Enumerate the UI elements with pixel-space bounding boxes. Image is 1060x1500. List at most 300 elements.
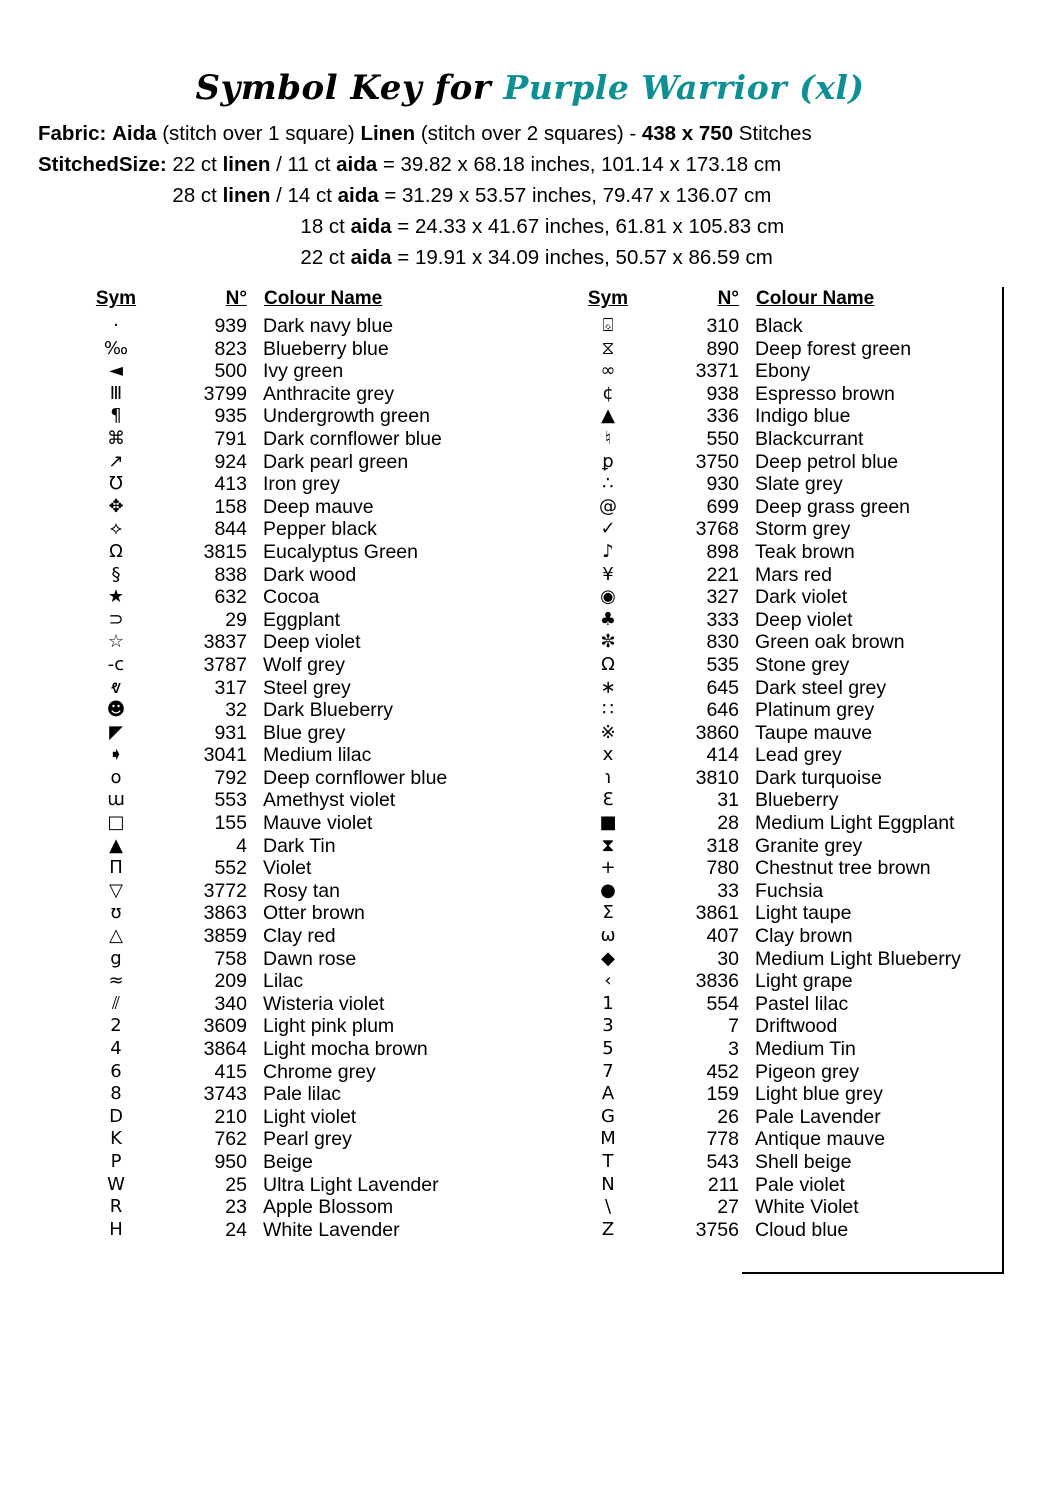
stitched-size-values [172, 149, 784, 273]
row-colour-name: Light mocha brown [263, 1038, 428, 1060]
table-row [78, 609, 550, 632]
row-colour-name: Deep cornflower blue [263, 766, 448, 789]
row-symbol: ⱴ [110, 676, 122, 698]
size-line-28ct-linen: 28 ct linen / 14 ct aida = 31.29 x 53.57 inches, 79.47 x 136.07 cm [172, 184, 772, 207]
row-symbol: T [602, 1150, 614, 1172]
row-symbol: R [109, 1196, 123, 1218]
table-row [570, 405, 1042, 428]
table-row [570, 1083, 1042, 1106]
row-symbol: 8 [110, 1083, 122, 1105]
table-row [570, 902, 1042, 925]
table-row [78, 1038, 550, 1061]
row-number: 407 [706, 925, 739, 948]
row-number: 32 [225, 699, 247, 722]
row-number: 3799 [203, 382, 247, 405]
row-colour-name: Lead grey [755, 744, 842, 767]
table-row [570, 1038, 1042, 1061]
row-colour-name: Deep grass green [755, 495, 911, 518]
row-number: 3768 [695, 518, 739, 541]
table-row [570, 699, 1042, 722]
title-design-name: Purple Warrior (xl) [503, 68, 865, 107]
table-row [570, 880, 1042, 903]
row-colour-name: Beige [263, 1150, 313, 1173]
row-number: 452 [706, 1060, 739, 1083]
table-row [570, 631, 1042, 654]
row-colour-name: Apple Blossom [263, 1196, 394, 1219]
row-symbol: Ɛ [602, 789, 614, 811]
table-row [570, 767, 1042, 790]
table-row [570, 564, 1042, 587]
row-symbol: ● [600, 879, 616, 901]
row-symbol: Ω [601, 653, 615, 675]
row-colour-name: Chrome grey [263, 1060, 376, 1083]
row-number: 3861 [695, 902, 739, 925]
row-colour-name: Wisteria violet [263, 992, 385, 1015]
row-colour-name: Driftwood [755, 1015, 838, 1038]
row-number: 221 [706, 563, 739, 586]
table-row [78, 1015, 550, 1038]
size-line-22ct-linen: 22 ct linen / 11 ct aida = 39.82 x 68.18 inches, 101.14 x 173.18 cm [172, 153, 782, 176]
row-symbol: ✓ [600, 518, 616, 540]
row-colour-name: Dark Tin [263, 834, 336, 857]
row-colour-name: Shell beige [755, 1150, 852, 1173]
row-number: 333 [706, 608, 739, 631]
row-colour-name: Lilac [263, 970, 304, 993]
row-number: 3787 [203, 653, 247, 676]
table-row [570, 857, 1042, 880]
row-symbol: Ⅲ [109, 382, 123, 404]
row-number: 930 [706, 473, 739, 496]
row-symbol: ♪ [602, 540, 614, 562]
row-symbol: @ [599, 495, 617, 517]
header-num-right: N° [717, 288, 739, 309]
table-row [78, 451, 550, 474]
row-number: 29 [225, 608, 247, 631]
table-row [570, 338, 1042, 361]
row-number: 938 [706, 382, 739, 405]
table-row [78, 360, 550, 383]
row-number: 950 [214, 1150, 247, 1173]
row-colour-name: Pale violet [755, 1173, 845, 1196]
table-row [78, 880, 550, 903]
row-symbol: 2 [110, 1015, 122, 1037]
row-symbol: W [107, 1173, 125, 1195]
row-symbol: H [109, 1218, 123, 1240]
row-colour-name: Teak brown [755, 540, 855, 563]
row-colour-name: Storm grey [755, 518, 851, 541]
row-symbol: ꝑ [602, 450, 614, 472]
table-row [570, 835, 1042, 858]
table-row [78, 970, 550, 993]
linen-note: (stitch over 2 squares) - [420, 122, 637, 145]
table-row [570, 812, 1042, 835]
row-symbol: ▽ [109, 879, 123, 901]
row-number: 4 [236, 834, 247, 857]
fabric-line [38, 118, 1020, 149]
table-row [570, 1151, 1042, 1174]
row-number: 924 [214, 450, 247, 473]
row-number: 336 [706, 405, 739, 428]
row-number: 3371 [695, 360, 739, 383]
table-row [78, 541, 550, 564]
row-symbol: G [601, 1105, 615, 1127]
row-number: 415 [214, 1060, 247, 1083]
table-row [78, 744, 550, 767]
row-number: 3864 [203, 1038, 247, 1060]
row-colour-name: Deep violet [263, 631, 361, 654]
row-number: 830 [706, 631, 739, 654]
row-symbol: ◤ [109, 721, 123, 743]
row-colour-name: Dark steel grey [755, 676, 887, 699]
row-colour-name: Undergrowth green [263, 405, 430, 428]
row-number: 318 [706, 834, 739, 857]
row-symbol: ◄ [109, 360, 123, 382]
row-number: 27 [717, 1196, 739, 1219]
row-number: 791 [214, 427, 247, 450]
row-colour-name: Cloud blue [755, 1218, 849, 1241]
row-number: 844 [214, 518, 247, 541]
table-row [78, 428, 550, 451]
row-number: 25 [225, 1173, 247, 1196]
table-row [570, 1174, 1042, 1197]
row-colour-name: Pale lilac [263, 1083, 342, 1106]
stitched-size-label: StitchedSize: [38, 153, 167, 176]
row-colour-name: Green oak brown [755, 631, 905, 654]
table-row [570, 789, 1042, 812]
table-row [570, 360, 1042, 383]
row-colour-name: Pastel lilac [755, 992, 849, 1015]
size-line-18ct-aida: 18 ct aida = 24.33 x 41.67 inches, 61.81 x 105.83 cm [300, 215, 785, 238]
row-symbol: 6 [110, 1060, 122, 1082]
row-colour-name: Iron grey [263, 473, 340, 496]
row-colour-name: Light violet [263, 1105, 357, 1128]
row-colour-name: Steel grey [263, 676, 351, 699]
row-symbol: △ [109, 925, 123, 947]
row-symbol: ↗ [108, 450, 124, 472]
table-row [78, 1061, 550, 1084]
row-symbol: 3 [602, 1015, 614, 1037]
row-symbol: D [109, 1105, 123, 1127]
row-number: 3 [728, 1038, 739, 1060]
row-symbol: P [110, 1150, 122, 1172]
row-colour-name: Violet [263, 857, 312, 880]
stitch-count: 438 x 750 [641, 122, 734, 145]
table-header-row [570, 287, 1042, 315]
row-colour-name: Wolf grey [263, 653, 345, 676]
row-number: 3743 [203, 1083, 247, 1106]
row-colour-name: Black [755, 315, 803, 337]
row-symbol: ‹ [604, 970, 612, 992]
row-symbol: ‰ [103, 337, 129, 359]
row-colour-name: Taupe mauve [755, 721, 873, 744]
row-number: 30 [717, 947, 739, 970]
table-row [78, 1151, 550, 1174]
table-row [78, 812, 550, 835]
row-number: 317 [214, 676, 247, 699]
row-colour-name: Mars red [755, 563, 832, 586]
row-symbol: ∴ [602, 473, 614, 495]
row-colour-name: Amethyst violet [263, 789, 396, 812]
fabric-info [0, 118, 1060, 273]
row-symbol: ◉ [600, 586, 616, 608]
row-symbol: N [601, 1173, 615, 1195]
row-number: 3860 [695, 721, 739, 744]
row-symbol: M [600, 1128, 616, 1150]
row-colour-name: Deep violet [755, 608, 853, 631]
row-colour-name: Light grape [755, 970, 853, 993]
row-symbol: 1 [602, 992, 614, 1014]
row-number: 838 [214, 563, 247, 586]
row-number: 939 [214, 315, 247, 337]
row-symbol: ⊃ [108, 608, 124, 630]
linen-label: Linen [360, 122, 416, 145]
row-number: 158 [214, 495, 247, 518]
row-number: 646 [706, 699, 739, 722]
row-number: 3863 [203, 902, 247, 925]
table-row [78, 1128, 550, 1151]
table-row [78, 857, 550, 880]
row-colour-name: Medium Light Eggplant [755, 812, 955, 835]
table-row [78, 586, 550, 609]
row-colour-name: Mauve violet [263, 812, 373, 835]
row-colour-name: Ivy green [263, 360, 344, 383]
row-symbol: ※ [600, 721, 616, 743]
row-symbol: ∞ [600, 360, 616, 382]
table-row [78, 925, 550, 948]
symbol-table-left [78, 287, 550, 1241]
header-num-left: N° [225, 288, 247, 309]
row-colour-name: Deep mauve [263, 495, 374, 518]
fabric-note: (stitch over 1 square) [162, 122, 355, 145]
table-row [78, 993, 550, 1016]
row-number: 935 [214, 405, 247, 428]
row-number: 632 [214, 586, 247, 609]
row-symbol: + [600, 857, 616, 879]
row-symbol: A [601, 1083, 615, 1105]
row-colour-name: Deep forest green [755, 337, 912, 360]
row-colour-name: Espresso brown [755, 382, 895, 405]
row-symbol: ♣ [599, 608, 617, 630]
row-number: 414 [706, 744, 739, 767]
table-row [570, 315, 1042, 338]
row-symbol: ✼ [600, 631, 616, 653]
table-row [78, 1106, 550, 1129]
row-symbol: x [602, 744, 614, 766]
row-colour-name: Chestnut tree brown [755, 857, 931, 880]
row-symbol: ⧗ [601, 834, 615, 856]
row-colour-name: Medium lilac [263, 744, 372, 767]
row-number: 823 [214, 337, 247, 360]
row-symbol: ▲ [601, 405, 615, 427]
table-row [570, 428, 1042, 451]
table-row [570, 1061, 1042, 1084]
row-number: 211 [707, 1173, 739, 1196]
row-number: 24 [225, 1218, 247, 1241]
row-symbol: Π [109, 857, 123, 879]
table-row [570, 518, 1042, 541]
row-number: 931 [214, 721, 247, 744]
row-symbol: ✥ [108, 495, 124, 517]
table-row [78, 405, 550, 428]
table-row [570, 1015, 1042, 1038]
row-symbol: ★ [107, 586, 125, 608]
row-number: 210 [214, 1105, 247, 1128]
table-row [570, 925, 1042, 948]
row-colour-name: White Lavender [263, 1218, 400, 1241]
row-colour-name: Dark turquoise [755, 766, 882, 789]
row-symbol: ∷ [602, 699, 614, 721]
table-row [570, 744, 1042, 767]
row-symbol: 7 [602, 1060, 614, 1082]
row-colour-name: Cocoa [263, 586, 320, 609]
table-row [78, 902, 550, 925]
table-row [78, 383, 550, 406]
row-symbol: ☻ [106, 699, 126, 721]
row-colour-name: Blue grey [263, 721, 346, 744]
row-symbol: g [110, 947, 122, 969]
row-symbol: ℩ [604, 766, 612, 788]
table-row [570, 1106, 1042, 1129]
row-colour-name: Clay brown [755, 925, 853, 948]
row-symbol: -c [107, 653, 125, 675]
row-number: 890 [706, 337, 739, 360]
row-colour-name: Eucalyptus Green [263, 540, 419, 563]
table-row [78, 677, 550, 700]
row-colour-name: Granite grey [755, 834, 863, 857]
row-symbol: ℧ [109, 473, 123, 495]
row-symbol: Ω [109, 540, 123, 562]
row-colour-name: Antique mauve [755, 1128, 886, 1151]
row-number: 310 [706, 315, 739, 337]
row-colour-name: Medium Light Blueberry [755, 947, 961, 970]
table-row [78, 1219, 550, 1242]
table-row [78, 496, 550, 519]
row-symbol: 5 [602, 1038, 614, 1059]
table-row [78, 654, 550, 677]
row-colour-name: Dawn rose [263, 947, 357, 970]
row-number: 500 [214, 360, 247, 383]
row-number: 3756 [695, 1218, 739, 1241]
row-number: 209 [214, 970, 247, 993]
row-number: 327 [706, 586, 739, 609]
row-number: 3815 [203, 540, 247, 563]
row-number: 28 [717, 812, 739, 835]
table-row [78, 1196, 550, 1219]
row-colour-name: Light pink plum [263, 1015, 395, 1038]
row-symbol: ⧖ [601, 337, 615, 359]
row-colour-name: Stone grey [755, 653, 850, 676]
row-number: 340 [214, 992, 247, 1015]
row-symbol: \ [604, 1196, 612, 1218]
row-colour-name: Dark wood [263, 563, 357, 586]
row-symbol: ➧ [108, 744, 124, 766]
row-colour-name: Platinum grey [755, 699, 875, 722]
table-row [78, 1174, 550, 1197]
row-symbol: ¶ [110, 405, 122, 427]
row-symbol: ⫽ [111, 992, 121, 1014]
row-number: 762 [214, 1128, 247, 1151]
row-symbol: ¢ [602, 382, 614, 404]
row-symbol: ω [600, 925, 616, 947]
table-row [78, 1083, 550, 1106]
row-symbol: ⌘ [107, 427, 125, 449]
table-row [78, 473, 550, 496]
table-row [570, 451, 1042, 474]
row-number: 155 [214, 812, 247, 835]
row-number: 33 [717, 879, 739, 902]
table-row [570, 586, 1042, 609]
stitched-size-block [38, 149, 1020, 273]
table-row [570, 1196, 1042, 1219]
row-colour-name: Blackcurrant [755, 427, 864, 450]
right-table-body [570, 315, 1042, 1241]
row-colour-name: Light taupe [755, 902, 852, 925]
row-number: 7 [728, 1015, 739, 1038]
row-number: 3836 [695, 970, 739, 993]
row-colour-name: Deep petrol blue [755, 450, 899, 473]
row-colour-name: Dark Blueberry [263, 699, 394, 722]
row-symbol: ∗ [600, 676, 616, 698]
table-row [78, 699, 550, 722]
row-colour-name: Pearl grey [263, 1128, 352, 1151]
symbol-table-right [570, 287, 1042, 1241]
row-colour-name: Dark violet [755, 586, 848, 609]
header-sym-left: Sym [95, 288, 137, 309]
row-number: 31 [717, 789, 739, 812]
table-row [78, 767, 550, 790]
row-colour-name: Clay red [263, 925, 336, 948]
row-number: 552 [214, 857, 247, 880]
row-number: 3837 [203, 631, 247, 654]
table-row [570, 970, 1042, 993]
table-row [78, 948, 550, 971]
row-colour-name: Dark navy blue [263, 315, 394, 337]
header-sym-right: Sym [587, 288, 629, 309]
row-number: 543 [706, 1150, 739, 1173]
row-number: 550 [706, 427, 739, 450]
row-symbol: ≈ [108, 970, 124, 992]
row-colour-name: Blueberry [755, 789, 839, 812]
table-row [78, 338, 550, 361]
table-row [570, 383, 1042, 406]
row-number: 413 [214, 473, 247, 496]
row-number: 898 [706, 540, 739, 563]
row-symbol: ⟡ [110, 518, 122, 540]
row-colour-name: Pigeon grey [755, 1060, 860, 1083]
row-colour-name: Dark pearl green [263, 450, 409, 473]
row-symbol: ■ [599, 812, 617, 834]
row-colour-name: Slate grey [755, 473, 843, 496]
table-row [78, 315, 550, 338]
row-colour-name: Medium Tin [755, 1038, 856, 1060]
row-symbol: 4 [110, 1038, 122, 1059]
row-colour-name: Rosy tan [263, 879, 340, 902]
title-prefix: Symbol Key for [195, 68, 504, 108]
row-symbol: o [110, 766, 122, 788]
symbol-tables [0, 287, 1060, 1241]
table-row [570, 993, 1042, 1016]
row-number: 780 [706, 857, 739, 880]
row-number: 3041 [203, 744, 247, 767]
table-row [570, 496, 1042, 519]
row-colour-name: Blueberry blue [263, 337, 389, 360]
table-row [78, 835, 550, 858]
row-number: 535 [706, 653, 739, 676]
row-number: 159 [706, 1083, 739, 1106]
row-number: 645 [706, 676, 739, 699]
table-row [570, 677, 1042, 700]
row-colour-name: Ebony [755, 360, 811, 383]
